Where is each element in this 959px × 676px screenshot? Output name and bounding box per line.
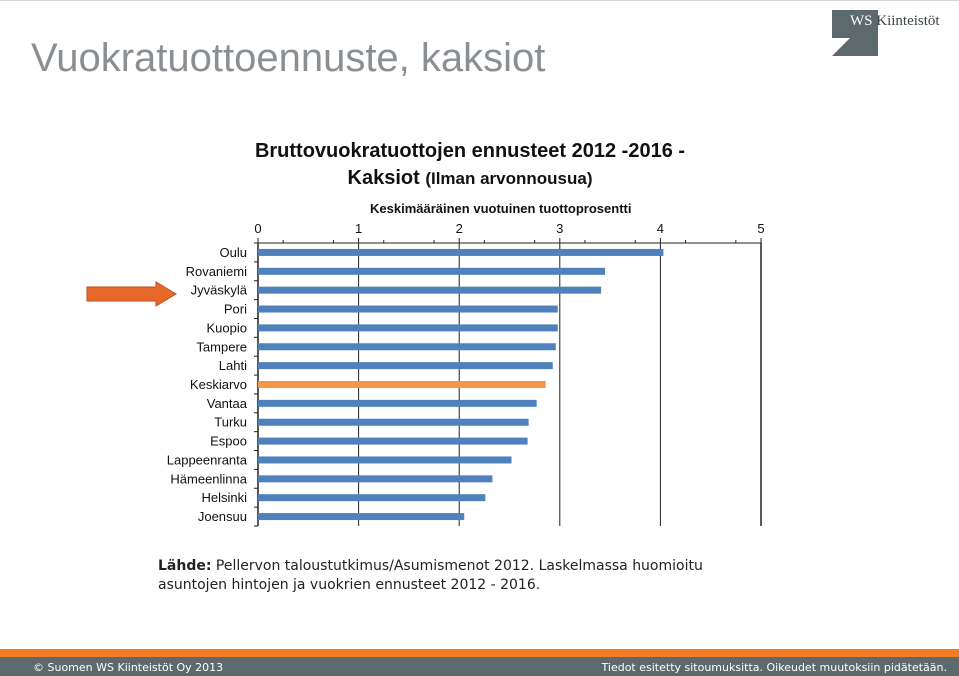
footer-disclaimer: Tiedot esitetty sitoumuksitta. Oikeudet muutoksiin pidätetään.: [601, 661, 947, 674]
bar: [258, 268, 605, 275]
x-tick-label: 3: [556, 221, 564, 236]
bars: [258, 249, 663, 520]
footer-accent-bar: [0, 649, 959, 657]
category-label: Helsinki: [201, 490, 247, 506]
bar: [258, 475, 492, 482]
bar: [258, 324, 558, 331]
source-label: Lähde:: [158, 558, 212, 574]
bar: [258, 343, 556, 350]
bar: [258, 362, 553, 369]
x-tick-label: 5: [757, 221, 765, 236]
x-tick-label: 0: [254, 221, 262, 236]
bar: [258, 287, 601, 294]
logo-kiinteistot: Kiinteistöt: [876, 13, 940, 29]
logo-ws: WS: [850, 13, 873, 29]
category-label: Lahti: [218, 358, 247, 374]
category-label: Turku: [214, 414, 247, 430]
slide-title: Vuokratuottoennuste, kaksiot: [31, 36, 546, 80]
bar: [258, 438, 528, 445]
bar: [258, 494, 485, 501]
bar: [258, 513, 464, 520]
chart-title-sub: (Ilman arvonnousua): [425, 169, 593, 188]
category-label: Tampere: [196, 339, 247, 355]
bar: [258, 456, 512, 463]
bar: [258, 306, 558, 313]
chart-title-line1: Bruttovuokratuottojen ennusteet 2012 -2016 -: [254, 140, 686, 162]
category-label: Oulu: [219, 244, 247, 260]
arrow-shape: [87, 282, 176, 306]
x-tick-label: 2: [455, 221, 463, 236]
category-label: Espoo: [210, 433, 247, 449]
category-label: Jyväskylä: [190, 282, 247, 298]
category-label: Keskiarvo: [189, 377, 247, 392]
category-label: Kuopio: [206, 320, 247, 336]
category-label: Vantaa: [206, 395, 247, 411]
category-label: Hämeenlinna: [170, 471, 247, 487]
footer: [0, 657, 959, 676]
footer-copyright: © Suomen WS Kiinteistöt Oy 2013: [33, 661, 224, 674]
bar: [258, 400, 537, 407]
chart-title-main: Kaksiot: [347, 167, 420, 189]
category-label: Pori: [223, 301, 247, 317]
highlight-arrow-icon: [86, 281, 178, 307]
source-note: [158, 557, 703, 595]
x-tick-label: 1: [354, 221, 363, 236]
category-label: Rovaniemi: [185, 263, 247, 279]
x-axis-title: Keskimääräinen vuotuinen tuottoprosentti: [370, 201, 632, 216]
x-tick-label: 4: [656, 221, 665, 236]
source-line1: Pellervon taloustutkimus/Asumismenot 2012. Laskelmassa huomioitu: [215, 558, 703, 574]
category-label: Joensuu: [197, 509, 247, 525]
bar: [258, 381, 546, 388]
category-label: Lappeenranta: [166, 452, 247, 468]
bar: [258, 249, 663, 256]
source-line2: asuntojen hintojen ja vuokrien ennusteet 2012 - 2016.: [158, 577, 541, 593]
bar: [258, 419, 529, 426]
